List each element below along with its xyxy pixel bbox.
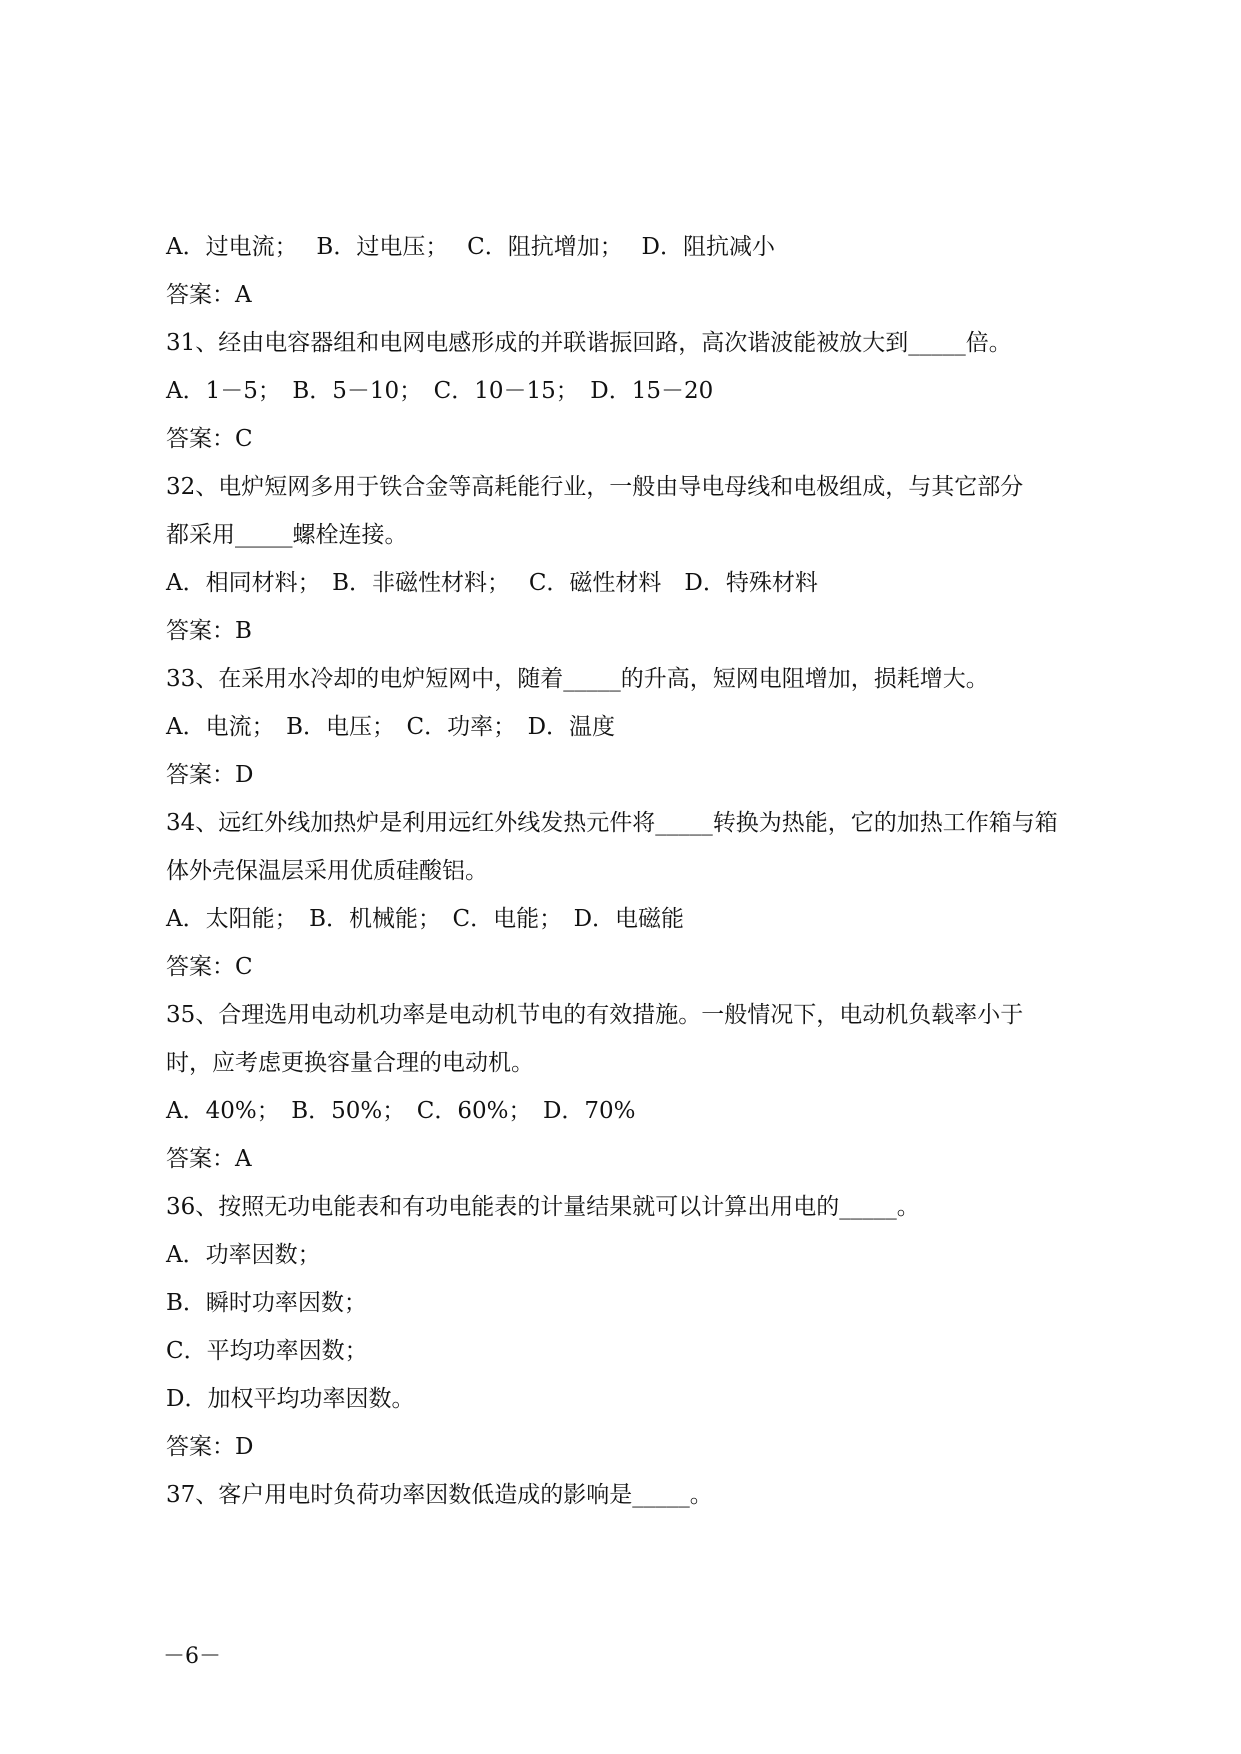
line-17: 35、合理选用电动机功率是电动机节电的有效措施。一般情况下，电动机负载率小于: [166, 1002, 1024, 1028]
line-13: 34、远红外线加热炉是利用远红外线发热元件将_____转换为热能，它的加热工作箱与箱: [166, 810, 1058, 836]
line-20: 答案：A: [166, 1146, 252, 1172]
line-16: 答案：C: [166, 954, 253, 980]
line-22: A．功率因数；: [166, 1242, 321, 1268]
line-25: D．加权平均功率因数。: [166, 1386, 415, 1412]
line-2: 答案：A: [166, 282, 252, 308]
line-5: 答案：C: [166, 426, 253, 452]
line-12: 答案：D: [166, 762, 254, 788]
line-6: 32、电炉短网多用于铁合金等高耗能行业，一般由导电母线和电极组成，与其它部分: [166, 474, 1024, 500]
line-7: 都采用_____螺栓连接。: [166, 522, 408, 548]
line-4: A．1－5； B．5－10； C．10－15； D．15－20: [166, 378, 714, 404]
line-26: 答案：D: [166, 1434, 254, 1460]
line-27: 37、客户用电时负荷功率因数低造成的影响是_____。: [166, 1482, 713, 1508]
line-14: 体外壳保温层采用优质硅酸铝。: [166, 858, 488, 884]
line-11: A．电流； B．电压； C．功率； D．温度: [166, 714, 616, 740]
line-18: 时，应考虑更换容量合理的电动机。: [166, 1050, 534, 1076]
line-3: 31、经由电容器组和电网电感形成的并联谐振回路，高次谐波能被放大到_____倍。: [166, 330, 1012, 356]
line-19: A．40%； B．50%； C．60%； D．70%: [166, 1098, 636, 1124]
line-8: A．相同材料； B．非磁性材料； C．磁性材料 D．特殊材料: [166, 570, 818, 596]
page-number: －6－: [163, 1644, 221, 1669]
line-10: 33、在采用水冷却的电炉短网中，随着_____的升高，短网电阻增加，损耗增大。: [166, 666, 989, 692]
line-1: A．过电流； B．过电压； C．阻抗增加； D．阻抗减小: [166, 234, 775, 260]
line-15: A．太阳能； B．机械能； C．电能； D．电磁能: [166, 906, 685, 932]
line-24: C．平均功率因数；: [166, 1338, 368, 1364]
line-23: B．瞬时功率因数；: [166, 1290, 367, 1316]
line-9: 答案：B: [166, 618, 252, 644]
line-21: 36、按照无功电能表和有功电能表的计量结果就可以计算出用电的_____。: [166, 1194, 920, 1220]
